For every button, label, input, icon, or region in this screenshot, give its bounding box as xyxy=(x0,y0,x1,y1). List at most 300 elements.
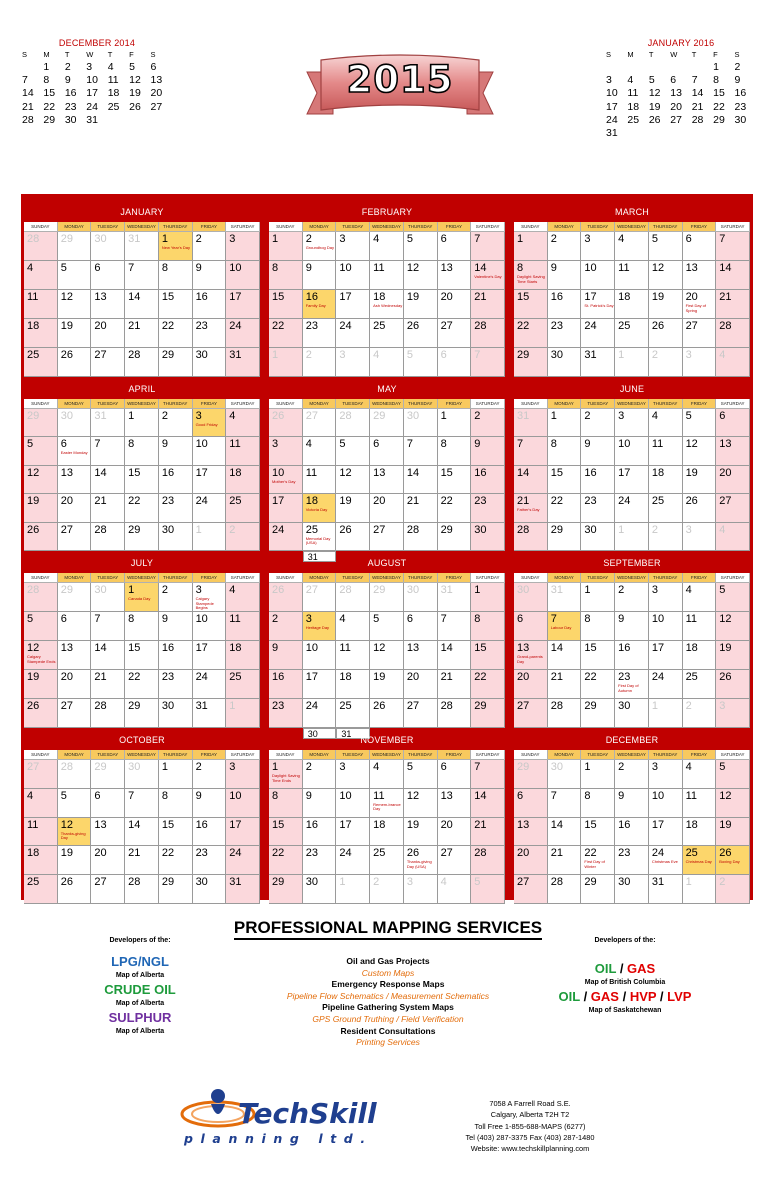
day-cell xyxy=(58,846,92,875)
day-number: 17 xyxy=(339,291,352,303)
day-cell xyxy=(269,523,303,551)
day-number: 1 xyxy=(272,233,279,245)
day-cell xyxy=(649,846,683,875)
day-number: 19 xyxy=(60,847,73,860)
weekday-header: FRIDAY xyxy=(683,750,717,760)
day-cell xyxy=(438,875,472,904)
day-cell xyxy=(303,409,337,437)
month-name: NOVEMBER xyxy=(360,735,414,745)
mini-day-header: S xyxy=(22,50,28,59)
day-cell xyxy=(581,699,615,728)
day-number: 15 xyxy=(474,642,487,654)
day-cell xyxy=(193,612,227,641)
day-cell xyxy=(226,232,260,261)
weekday-header: FRIDAY xyxy=(193,399,227,409)
day-cell xyxy=(193,846,227,875)
day-cell xyxy=(514,319,548,348)
mini-day: 5 xyxy=(129,60,135,73)
day-number: 15 xyxy=(128,642,141,654)
day-number: 9 xyxy=(550,262,557,274)
day-cell xyxy=(226,818,260,847)
day-cell xyxy=(471,523,505,551)
weekday-header: WEDNESDAY xyxy=(125,222,159,232)
month-july xyxy=(24,558,260,728)
day-number: 7 xyxy=(94,438,101,451)
day-number: 28 xyxy=(94,700,107,712)
day-cell xyxy=(716,583,750,612)
day-cell xyxy=(370,290,404,319)
day-cell xyxy=(226,760,260,789)
day-number: 8 xyxy=(161,789,168,802)
day-cell xyxy=(336,612,370,641)
day-number: 6 xyxy=(94,262,101,274)
day-cell xyxy=(125,319,159,348)
day-cell xyxy=(24,523,58,551)
day-number: 31 xyxy=(584,349,597,361)
day-cell xyxy=(438,583,472,612)
day-number: 5 xyxy=(406,349,413,361)
day-cell xyxy=(125,818,159,847)
day-number: 2 xyxy=(618,584,625,596)
day-number: 2 xyxy=(195,233,202,245)
day-number: 10 xyxy=(195,438,208,451)
day-number: 4 xyxy=(27,262,34,274)
year-title: 2015 xyxy=(346,58,454,101)
day-cell xyxy=(514,523,548,551)
day-cell xyxy=(471,494,505,522)
day-cell xyxy=(24,348,58,377)
day-number: 13 xyxy=(94,818,107,831)
day-number: 19 xyxy=(60,320,73,332)
day-number: 24 xyxy=(229,847,242,860)
day-number: 1 xyxy=(618,523,625,536)
weekday-header: MONDAY xyxy=(58,750,92,760)
weekday-header: MONDAY xyxy=(303,573,337,583)
day-number: 16 xyxy=(161,466,175,479)
day-cell xyxy=(24,875,58,904)
day-number: 31 xyxy=(517,410,530,422)
day-number: 18 xyxy=(651,466,665,479)
day-cell xyxy=(336,523,370,551)
day-number: 4 xyxy=(229,410,236,422)
day-number: 2 xyxy=(305,349,312,361)
day-number: 11 xyxy=(229,438,241,451)
day-cell xyxy=(336,789,370,818)
day-number: 20 xyxy=(440,818,453,831)
weekday-header: MONDAY xyxy=(548,222,582,232)
weekday-header: TUESDAY xyxy=(91,573,125,583)
day-cell xyxy=(514,261,548,290)
service-item: GPS Ground Truthing / Field Verification xyxy=(312,1013,464,1024)
weekday-header: TUESDAY xyxy=(581,750,615,760)
day-number: 22 xyxy=(517,320,530,332)
day-cell xyxy=(649,409,683,437)
weekday-header: SATURDAY xyxy=(471,222,505,232)
weekday-header: FRIDAY xyxy=(683,399,717,409)
mini-day: 23 xyxy=(64,100,77,113)
day-cell xyxy=(716,875,750,904)
day-cell xyxy=(471,760,505,789)
day-number: 20 xyxy=(94,847,107,860)
day-cell xyxy=(683,583,717,612)
weekday-header: SATURDAY xyxy=(471,750,505,760)
mini-day: 6 xyxy=(670,73,677,86)
day-number: 14 xyxy=(94,466,107,479)
day-cell xyxy=(269,760,303,789)
day-cell xyxy=(336,583,370,612)
day-number: 1 xyxy=(685,876,692,889)
mini-day: 28 xyxy=(22,113,34,126)
day-cell xyxy=(471,466,505,494)
day-cell xyxy=(58,612,92,641)
day-cell xyxy=(24,319,58,348)
day-number: 7 xyxy=(406,438,413,451)
day-number: 29 xyxy=(128,700,141,712)
day-number: 4 xyxy=(719,349,726,361)
day-number: 10 xyxy=(195,613,208,625)
month-december xyxy=(514,735,750,904)
day-cell xyxy=(269,670,303,699)
day-number: 25 xyxy=(27,876,40,889)
day-number: 8 xyxy=(584,789,591,802)
day-cell xyxy=(303,261,337,290)
day-number: 29 xyxy=(584,876,597,889)
day-cell xyxy=(226,437,260,465)
mini-day: 25 xyxy=(627,113,640,126)
holiday-note: First Day of Winter xyxy=(584,859,605,869)
day-cell xyxy=(370,523,404,551)
mini-day: 24 xyxy=(606,113,618,126)
day-number: 19 xyxy=(651,291,665,303)
day-cell xyxy=(159,523,193,551)
service-item: Oil and Gas Projects xyxy=(346,956,430,966)
day-cell xyxy=(303,523,337,551)
day-cell xyxy=(91,875,125,904)
day-cell xyxy=(159,670,193,699)
day-number: 23 xyxy=(161,495,175,508)
day-number: 23 xyxy=(195,320,208,332)
product-oil-gas-bc: OIL / GAS xyxy=(594,961,656,976)
day-number: 16 xyxy=(618,818,631,831)
day-cell xyxy=(471,409,505,437)
day-cell xyxy=(58,641,92,670)
day-cell xyxy=(438,232,472,261)
day-cell xyxy=(615,789,649,818)
day-number: 27 xyxy=(517,700,530,712)
day-number: 10 xyxy=(272,466,285,479)
day-cell xyxy=(91,409,125,437)
day-cell xyxy=(683,641,717,670)
mini-day: 30 xyxy=(64,113,77,126)
day-number: 9 xyxy=(161,438,168,451)
month-march xyxy=(514,207,750,377)
day-number: 11 xyxy=(229,613,241,625)
day-cell xyxy=(370,494,404,522)
mini-day: 24 xyxy=(86,100,98,113)
day-number: 26 xyxy=(651,320,665,332)
day-cell xyxy=(193,875,227,904)
day-cell xyxy=(336,699,370,728)
day-cell xyxy=(683,760,717,789)
holiday-note: Easter Monday xyxy=(60,450,88,456)
day-number: 31 xyxy=(651,876,665,889)
day-cell xyxy=(125,232,159,261)
mini-day: 31 xyxy=(606,127,618,140)
day-cell xyxy=(716,523,750,551)
day-cell xyxy=(548,641,582,670)
day-cell xyxy=(91,494,125,522)
holiday-note: Heritage Day xyxy=(305,625,330,630)
weekday-header: WEDNESDAY xyxy=(615,573,649,583)
day-cell xyxy=(370,319,404,348)
day-cell xyxy=(226,699,260,728)
weekday-header: TUESDAY xyxy=(91,399,125,409)
day-number: 16 xyxy=(195,818,208,831)
day-cell xyxy=(438,466,472,494)
day-cell xyxy=(649,523,683,551)
mini-day: 14 xyxy=(22,87,34,100)
day-number: 20 xyxy=(719,466,732,479)
mini-calendar-title: JANUARY 2016 xyxy=(647,38,715,48)
holiday-note: Daylight Saving Time Starts xyxy=(517,274,545,284)
day-number: 2 xyxy=(161,410,168,422)
day-number: 15 xyxy=(550,466,563,479)
mini-day: 2 xyxy=(64,60,71,73)
mini-calendar-december-2014 xyxy=(22,38,172,126)
day-number: 28 xyxy=(719,320,732,332)
day-cell xyxy=(514,583,548,612)
day-number: 23 xyxy=(272,700,285,712)
day-cell xyxy=(336,319,370,348)
day-number: 1 xyxy=(584,584,591,596)
day-cell xyxy=(303,699,337,728)
mini-day: 9 xyxy=(734,73,741,86)
mini-calendar-january-2016 xyxy=(606,38,756,140)
day-cell xyxy=(548,261,582,290)
day-number: 20 xyxy=(373,495,386,508)
day-cell xyxy=(91,232,125,261)
day-cell xyxy=(159,466,193,494)
day-number: 16 xyxy=(305,818,318,831)
mini-day: 15 xyxy=(713,87,725,100)
day-number: 10 xyxy=(339,262,352,274)
day-cell xyxy=(370,760,404,789)
mini-calendar-table xyxy=(606,49,756,140)
day-cell xyxy=(615,437,649,465)
day-cell xyxy=(581,523,615,551)
product-sub: Map of Alberta xyxy=(115,972,165,979)
day-cell xyxy=(269,494,303,522)
day-number: 29 xyxy=(373,584,386,596)
day-cell xyxy=(615,699,649,728)
holiday-note: First Day of Spring xyxy=(685,303,707,313)
day-cell xyxy=(438,409,472,437)
day-number: 23 xyxy=(550,320,563,332)
day-cell xyxy=(471,319,505,348)
mini-day: 11 xyxy=(627,87,639,100)
day-cell xyxy=(159,641,193,670)
day-number: 22 xyxy=(550,495,563,508)
product-crude-oil: CRUDE OIL xyxy=(104,982,176,997)
day-number: 29 xyxy=(161,876,175,889)
day-cell xyxy=(91,523,125,551)
month-october xyxy=(24,735,260,904)
day-cell xyxy=(514,699,548,728)
day-cell xyxy=(581,612,615,641)
day-cell xyxy=(514,846,548,875)
day-number: 8 xyxy=(272,789,279,802)
mini-day: 29 xyxy=(713,113,725,126)
day-number: 4 xyxy=(27,789,34,802)
day-number: 26 xyxy=(27,700,40,712)
day-number: 6 xyxy=(440,761,447,773)
day-cell xyxy=(125,290,159,319)
day-number: 12 xyxy=(651,262,665,274)
day-number: 4 xyxy=(373,761,380,773)
day-number: 9 xyxy=(584,438,591,451)
weekday-header: THURSDAY xyxy=(404,750,438,760)
day-cell xyxy=(91,612,125,641)
day-cell xyxy=(683,261,717,290)
day-number: 21 xyxy=(94,495,107,508)
day-number: 31 xyxy=(229,876,242,889)
day-number: 12 xyxy=(27,466,40,479)
day-cell xyxy=(716,670,750,699)
mini-day-header: S xyxy=(606,50,612,59)
day-cell xyxy=(269,348,303,377)
day-number: 5 xyxy=(373,613,380,625)
day-number: 1 xyxy=(584,761,591,773)
day-cell xyxy=(683,409,717,437)
day-number: 3 xyxy=(305,613,312,625)
day-cell xyxy=(269,232,303,261)
day-cell xyxy=(125,875,159,904)
holiday-note: Christmas Day xyxy=(685,859,712,865)
weekday-header: FRIDAY xyxy=(438,573,472,583)
day-cell xyxy=(58,232,92,261)
day-cell xyxy=(438,760,472,789)
mini-day xyxy=(108,113,129,126)
day-cell xyxy=(438,348,472,377)
day-number: 30 xyxy=(161,523,175,536)
day-number: 29 xyxy=(94,761,107,773)
day-number: 17 xyxy=(272,495,285,508)
day-cell xyxy=(548,846,582,875)
holiday-note: First Day of Autumn xyxy=(618,683,639,693)
day-number: 3 xyxy=(339,233,346,245)
day-number: 22 xyxy=(584,671,597,683)
weekday-header: SUNDAY xyxy=(269,573,303,583)
day-number: 1 xyxy=(128,584,135,596)
mini-day xyxy=(649,60,670,73)
day-cell xyxy=(125,348,159,377)
mini-day: 16 xyxy=(734,87,747,100)
day-cell xyxy=(226,875,260,904)
day-cell xyxy=(370,670,404,699)
weekday-header: SATURDAY xyxy=(716,399,750,409)
weekday-header: SUNDAY xyxy=(24,222,58,232)
day-number: 27 xyxy=(440,320,453,332)
day-cell xyxy=(91,670,125,699)
holiday-note: Grand-parents Day xyxy=(517,654,543,664)
day-number: 15 xyxy=(161,291,175,303)
day-cell xyxy=(683,699,717,728)
mini-day-header: S xyxy=(150,50,156,59)
mini-day: 17 xyxy=(606,100,618,113)
day-number: 14 xyxy=(719,262,732,274)
month-may xyxy=(269,384,505,562)
day-number: 25 xyxy=(618,320,631,332)
weekday-header: SUNDAY xyxy=(514,750,548,760)
day-number: 26 xyxy=(272,584,285,596)
day-number: 16 xyxy=(195,291,208,303)
day-cell xyxy=(159,875,193,904)
day-number: 30 xyxy=(128,761,141,773)
weekday-header: MONDAY xyxy=(548,399,582,409)
day-cell xyxy=(159,261,193,290)
day-number: 3 xyxy=(685,523,692,536)
day-cell xyxy=(581,494,615,522)
day-cell xyxy=(615,466,649,494)
day-cell xyxy=(581,348,615,377)
day-cell xyxy=(303,641,337,670)
day-cell xyxy=(226,261,260,290)
day-number: 14 xyxy=(128,818,141,831)
day-number: 27 xyxy=(60,523,73,536)
day-number: 17 xyxy=(195,466,208,479)
day-cell xyxy=(303,818,337,847)
mini-day: 2 xyxy=(734,60,741,73)
day-cell xyxy=(716,494,750,522)
day-number: 9 xyxy=(195,789,202,802)
mini-day: 7 xyxy=(22,73,28,86)
website-link[interactable]: Website: www.techskillplanning.com xyxy=(470,1144,590,1154)
day-cell xyxy=(24,818,58,847)
day-cell xyxy=(58,409,92,437)
day-number: 29 xyxy=(517,349,530,361)
day-number: 28 xyxy=(60,761,73,773)
day-cell xyxy=(404,348,438,377)
day-number: 22 xyxy=(272,847,285,860)
day-number: 7 xyxy=(517,438,524,451)
day-cell xyxy=(615,612,649,641)
day-number: 17 xyxy=(195,642,208,654)
holiday-note: Daylight Saving Time Ends xyxy=(272,773,300,783)
day-cell xyxy=(303,348,337,377)
weekday-header: MONDAY xyxy=(303,222,337,232)
weekday-header: SUNDAY xyxy=(514,399,548,409)
day-number: 28 xyxy=(27,233,40,245)
day-cell xyxy=(58,261,92,290)
day-number: 13 xyxy=(60,642,73,654)
day-cell xyxy=(370,846,404,875)
day-number: 12 xyxy=(406,789,420,802)
day-cell xyxy=(303,319,337,348)
day-cell xyxy=(404,670,438,699)
mini-day: 28 xyxy=(691,113,704,126)
day-number: 4 xyxy=(305,438,312,451)
day-cell xyxy=(303,437,337,465)
day-cell xyxy=(159,699,193,728)
day-number: 19 xyxy=(27,671,40,683)
day-number: 28 xyxy=(94,523,107,536)
day-number: 1 xyxy=(618,349,625,361)
day-cell xyxy=(303,612,337,641)
day-cell xyxy=(581,641,615,670)
day-cell xyxy=(125,641,159,670)
day-cell xyxy=(716,641,750,670)
day-cell xyxy=(404,875,438,904)
